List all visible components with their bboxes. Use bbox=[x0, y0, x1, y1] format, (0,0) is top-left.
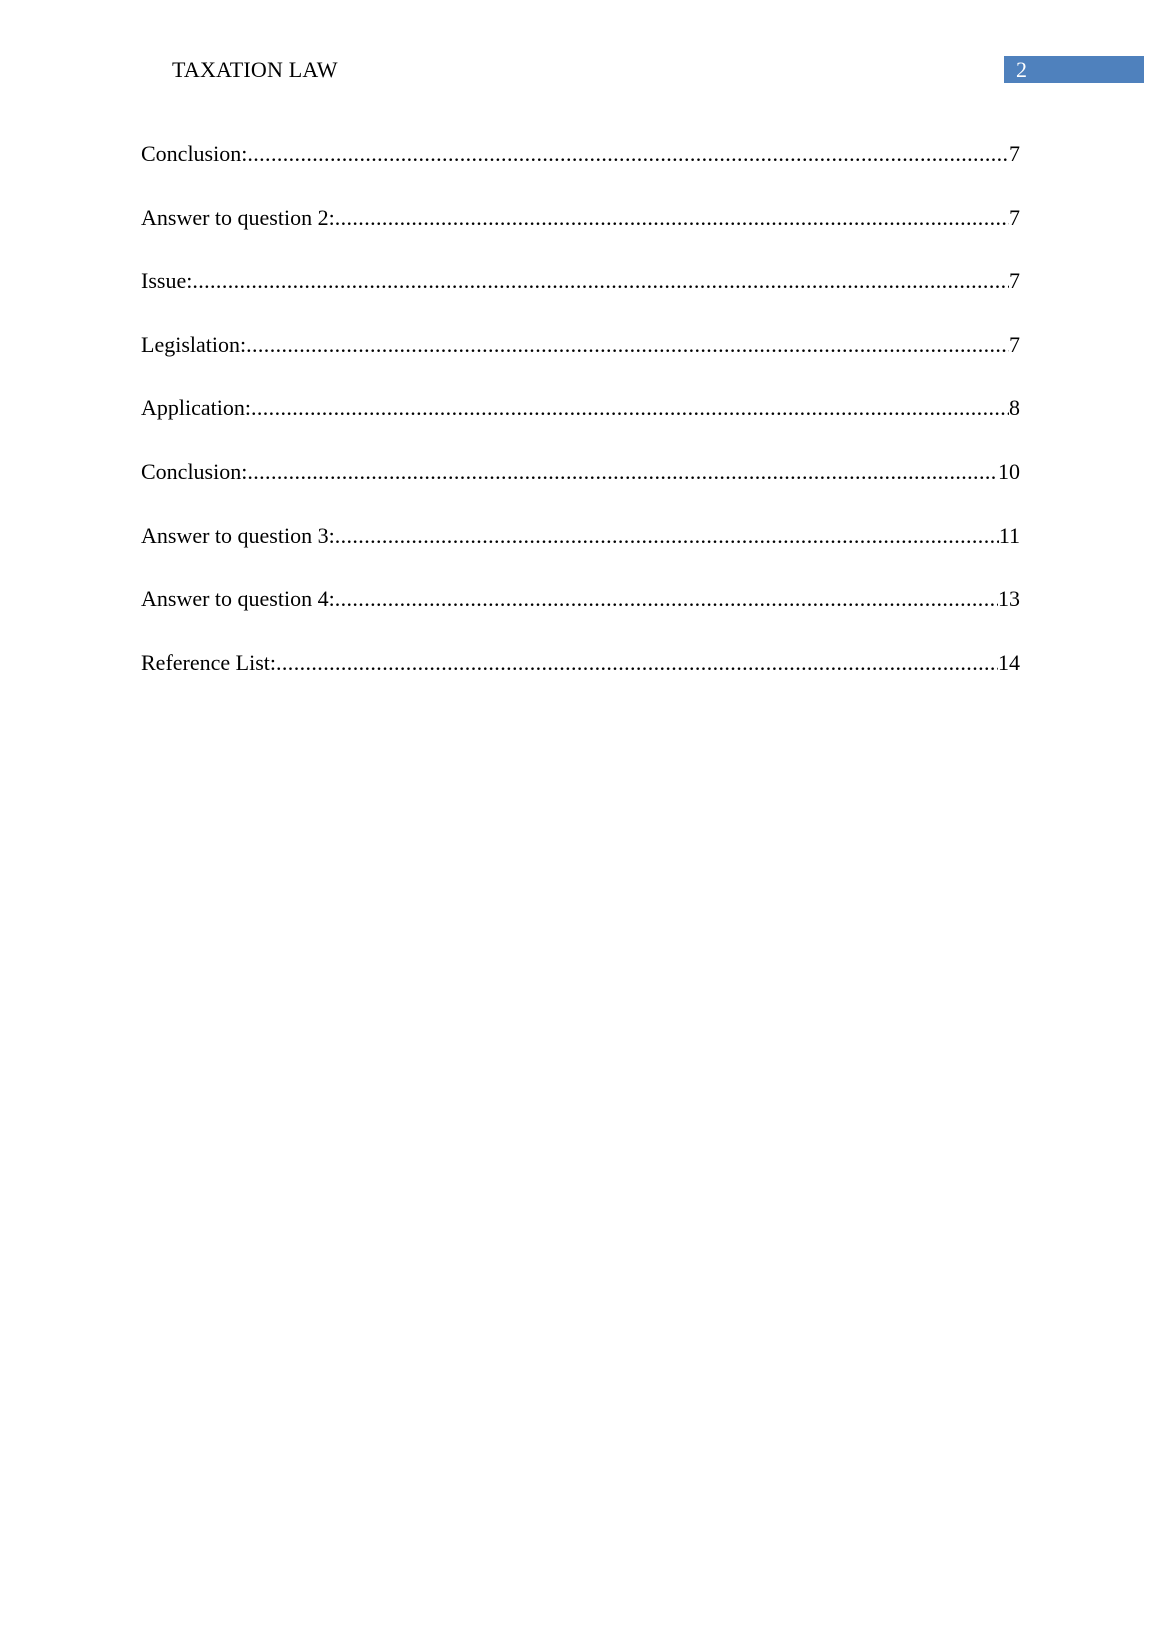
page-number-badge bbox=[1004, 56, 1144, 83]
toc-entry-legislation[interactable] bbox=[141, 330, 1020, 394]
toc-entry-page: 7 bbox=[1009, 331, 1020, 357]
toc-entry-answer-question-3[interactable] bbox=[141, 521, 1020, 585]
toc-dot-leader bbox=[247, 457, 998, 487]
toc-entry-label: Answer to question 3: bbox=[141, 522, 335, 548]
toc-entry-label: Issue: bbox=[141, 268, 193, 294]
toc-dot-leader bbox=[335, 584, 998, 614]
toc-entry-page: 7 bbox=[1009, 141, 1020, 166]
toc-entry-application[interactable] bbox=[141, 393, 1020, 457]
toc-entry-label: Conclusion: bbox=[141, 141, 248, 166]
toc-entry-label: Conclusion: bbox=[141, 458, 248, 484]
toc-entry-page: 7 bbox=[1009, 268, 1020, 294]
toc-dot-leader bbox=[192, 266, 1009, 296]
toc-dot-leader bbox=[246, 330, 1009, 360]
toc-entry-page: 7 bbox=[1009, 204, 1020, 230]
toc-entry-conclusion-1[interactable] bbox=[141, 139, 1020, 203]
toc-entry-label: Reference List: bbox=[141, 649, 276, 675]
toc-dot-leader bbox=[247, 139, 1009, 169]
toc-entry-label: Legislation: bbox=[141, 331, 247, 357]
toc-entry-page: 11 bbox=[998, 522, 1020, 548]
toc-dot-leader bbox=[335, 203, 1009, 233]
toc-entry-page: 10 bbox=[998, 458, 1020, 484]
running-header-title: TAXATION LAW bbox=[172, 57, 338, 82]
toc-entry-page: 13 bbox=[998, 586, 1020, 612]
toc-entry-label: Answer to question 4: bbox=[141, 586, 335, 612]
toc-entry-label: Answer to question 2: bbox=[141, 204, 335, 230]
toc-entry-issue[interactable] bbox=[141, 266, 1020, 330]
toc-entry-reference-list[interactable] bbox=[141, 648, 1020, 712]
toc-entry-answer-question-2[interactable] bbox=[141, 203, 1020, 267]
toc-entry-answer-question-4[interactable] bbox=[141, 584, 1020, 648]
toc-entry-page: 14 bbox=[998, 649, 1020, 675]
table-of-contents bbox=[141, 139, 1020, 711]
toc-dot-leader bbox=[251, 393, 1009, 423]
toc-entry-label: Application: bbox=[141, 395, 251, 421]
toc-dot-leader bbox=[276, 648, 998, 678]
page-number: 2 bbox=[1016, 57, 1027, 82]
toc-entry-conclusion-2[interactable] bbox=[141, 457, 1020, 521]
toc-entry-page: 8 bbox=[1009, 395, 1020, 421]
toc-dot-leader bbox=[335, 521, 999, 551]
